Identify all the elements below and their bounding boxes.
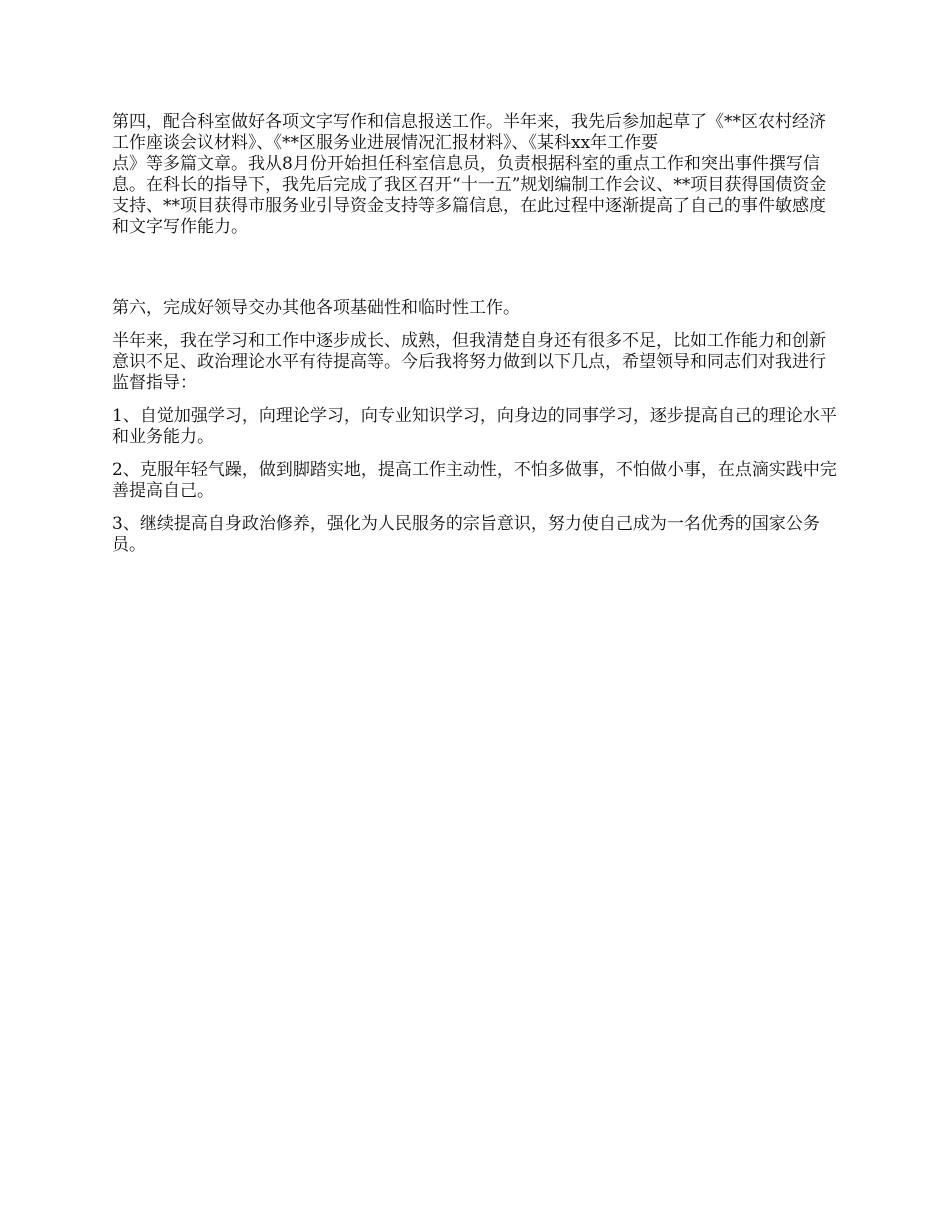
list-item-1: 1、自觉加强学习，向理论学习，向专业知识学习，向身边的同事学习，逐步提高自己的理论水平和业务能力。 [112, 406, 837, 447]
paragraph-temporary-tasks: 第六，完成好领导交办其他各项基础性和临时性工作。 [112, 298, 520, 318]
list-item-3: 3、继续提高自身政治修养，强化为人民服务的宗旨意识，努力使自己成为一名优秀的国家公务员。 [112, 514, 820, 555]
list-item-2: 2、克服年轻气躁，做到脚踏实地，提高工作主动性，不怕多做事，不怕做小事，在点滴实践中完善提高自己。 [112, 460, 837, 501]
paragraph-writing-and-info-work: 第四，配合科室做好各项文字写作和信息报送工作。半年来，我先后参加起草了《**区农村经济工作座谈会议材料》、《**区服务业进展情况汇报材料》、《某科xx年工作要 点》等多篇文章。我从8月份开始担任科室信息员，负责根据科室的重点工作和突出事件撰写信息。在科长的指导下，我先后完成了我区召开“十一五”规划编制工作会议、**项目获得国债资金支持、**项目获得市服务业引导资金支持等多篇信息，在此过程中逐渐提高了自己的事件敏感度和文字写作能力。 [112, 112, 827, 237]
paragraph-self-assessment: 半年来，我在学习和工作中逐步成长、成熟，但我清楚自身还有很多不足，比如工作能力和创新意识不足、政治理论水平有待提高等。今后我将努力做到以下几点，希望领导和同志们对我进行监督指导： [112, 331, 826, 393]
document-body [112, 112, 842, 556]
